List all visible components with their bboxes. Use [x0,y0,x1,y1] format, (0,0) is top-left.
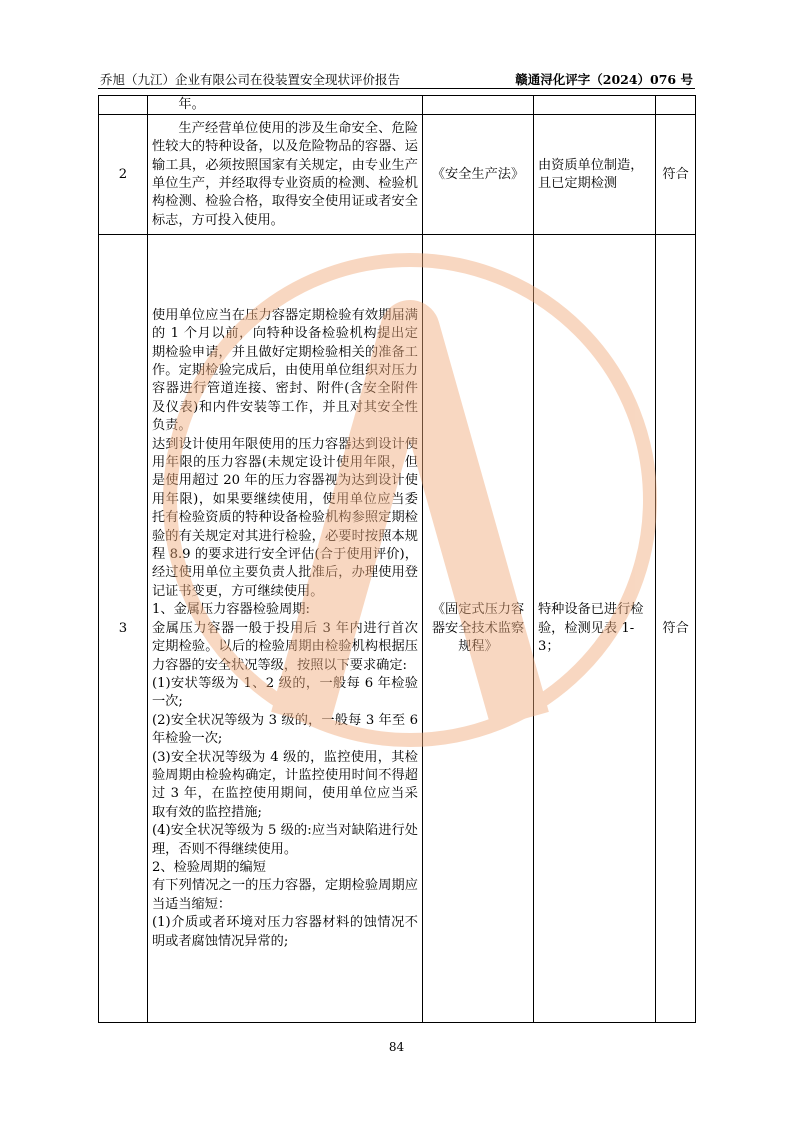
requirement-paragraph: (4)安全状况等级为 5 级的:应当对缺陷进行处理，否则不得继续使用。 [152,823,418,857]
result-cell [656,96,696,115]
status-cell: 由资质单位制造，且已定期检测 [534,115,656,235]
requirement-cell: 生产经营单位使用的涉及生命安全、危险性较大的特种设备，以及危险物品的容器、运输工具，必须按照国家有关规定，由专业生产单位生产，并经取得专业资质的检测、检验机构检测、检验合格，取得安全使用证或者安全标志，方可投入使用。 [148,115,423,235]
requirement-paragraph: 2、检验周期的编短 [152,859,266,875]
requirement-paragraph: 使用单位应当在压力容器定期检验有效期届满的 1 个月以前，向特种设备检验机构提出定期检验申请，并且做好定期检验相关的准备工作。定期检验完成后，由使用单位组织对压力容器进行管道连接、密封、附件(含安全附件及仪表)和内件安装等工作，并且对其安全性负责。 [152,307,418,434]
page-number: 84 [388,1040,405,1054]
page-header [98,68,695,89]
row-number: 3 [99,235,148,1023]
requirement-paragraph: 有下列情况之一的压力容器，定期检验周期应当适当缩短： [152,878,418,912]
status-cell: 特种设备已进行检验，检测见表 1-3； [534,235,656,1023]
requirement-paragraph: (1)安状等级为 1、2 级的，一般每 6 年检验一次; [152,675,418,710]
report-title: 乔旭（九江）企业有限公司在役装置安全现状评价报告 [100,72,401,87]
table-row [99,115,696,235]
basis-cell: 《安全生产法》 [423,115,534,235]
requirement-cell [148,235,423,1023]
compliance-table [98,95,696,1023]
status-cell [534,96,656,115]
table-row [99,235,696,1023]
requirement-paragraph: 1、金属压力容器检验周期: [152,602,310,618]
requirement-paragraph: (2)安全状况等级为 3 级的，一般每 3 年至 6 年检验一次; [152,712,418,747]
requirement-paragraph: 达到设计使用年限使用的压力容器达到设计使用年限的压力容器(未规定设计使用年限，但是使用超过 20 年的压力容器视为达到设计使用年限)，如果要继续使用，使用单位应当委托有检验资质的特种设备检验机构参照定期检验的有关规定对其进行检验，必要时按照本规程 8.9 的要求进行安全评估(合于使用评价)，经过使用单位主要负责人批准后，办理使用登记证书变更，方可继续使用。 [152,436,418,599]
requirement-paragraph: (3)安全状况等级为 4 级的，监控使用，其检验周期由检验构确定，计监控使用时间不得超过 3 年，在监控使用期间，使用单位应当采取有效的监控措施; [152,749,418,820]
basis-cell [423,96,534,115]
result-cell: 符合 [656,115,696,235]
requirement-paragraph: 金属压力容器一般于投用后 3 年内进行首次定期检验。以后的检验周期由检验机构根据压力容器的安全状况等级，按照以下要求确定: [152,620,418,673]
requirement-paragraph: (1)介质或者环境对压力容器材料的蚀情况不明或者腐蚀情况异常的; [152,915,418,949]
row-number: 2 [99,115,148,235]
row-number [99,96,148,115]
requirement-cell: 年。 [148,96,423,115]
table-row [99,96,696,115]
result-cell: 符合 [656,235,696,1023]
report-number: 赣通浔化评字（2024）076 号 [515,72,693,87]
basis-cell: 《固定式压力容器安全技术监察规程》 [423,235,534,1023]
